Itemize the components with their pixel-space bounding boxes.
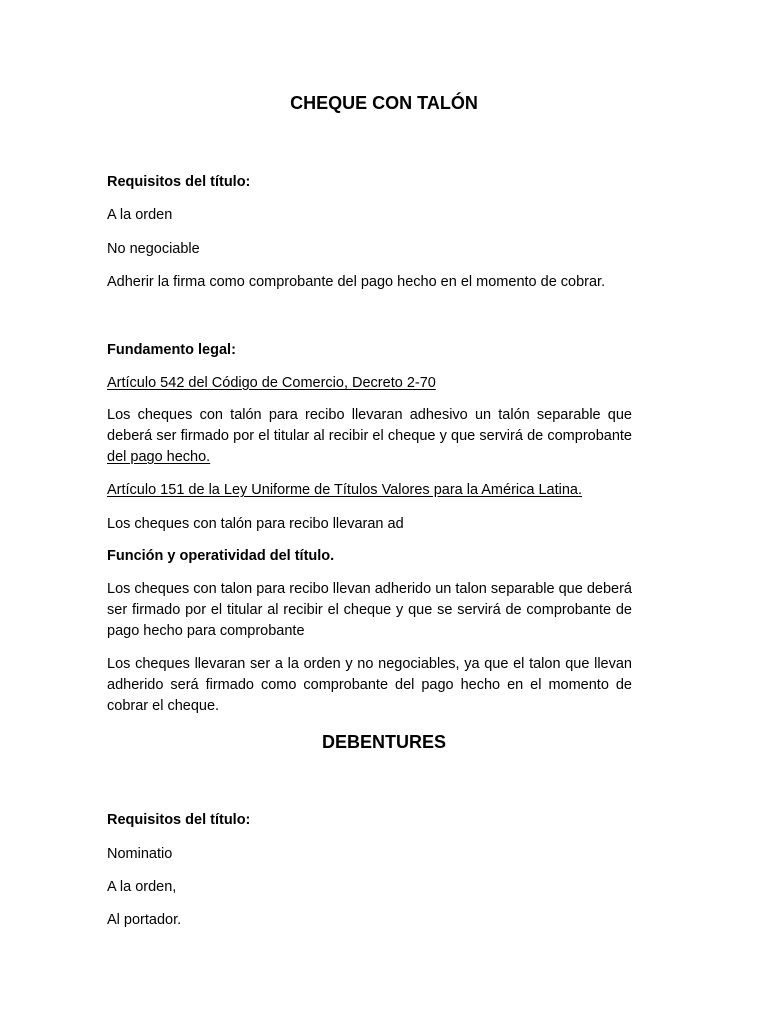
function-paragraph	[107, 579, 632, 642]
requirement-item: A la orden	[107, 207, 173, 223]
paragraph-line: deberá ser firmado por el titular al recibir el cheque y que servirá de comprobante	[107, 428, 632, 444]
paragraph-line: Los cheques con talón para recibo llevaran adhesivo un talón separable que	[107, 407, 632, 423]
article-paragraph: Los cheques con talón para recibo llevaran ad	[107, 516, 404, 532]
paragraph-line: ser firmado por el titular al recibir el cheque y que se servirá de comprobante de	[107, 602, 632, 618]
page-title: CHEQUE CON TALÓN	[290, 93, 478, 113]
function-heading: Función y operatividad del título.	[107, 548, 335, 564]
paragraph-line: del pago hecho.	[107, 449, 211, 465]
requirement-item: Al portador.	[107, 912, 182, 928]
article-reference: Artículo 151 de la Ley Uniforme de Títulos Valores para la América Latina.	[107, 482, 582, 498]
requirements-heading: Requisitos del título:	[107, 812, 251, 828]
paragraph-line: Los cheques con talon para recibo llevan adherido un talon separable que deberá	[107, 581, 632, 597]
article-paragraph	[107, 405, 632, 468]
paragraph-line: cobrar el cheque.	[107, 698, 220, 714]
paragraph-line: adherido será firmado como comprobante del pago hecho en el momento de	[107, 677, 632, 693]
requirement-item: No negociable	[107, 241, 200, 257]
legal-basis-heading: Fundamento legal:	[107, 342, 236, 358]
requirement-item: Adherir la firma como comprobante del pago hecho en el momento de cobrar.	[107, 274, 606, 290]
section-title: DEBENTURES	[321, 732, 446, 752]
paragraph-line: Los cheques llevaran ser a la orden y no negociables, ya que el talon que llevan	[107, 656, 632, 672]
paragraph-line: pago hecho para comprobante	[107, 623, 305, 639]
function-paragraph	[107, 654, 632, 717]
article-reference: Artículo 542 del Código de Comercio, Decreto 2-70	[107, 375, 436, 391]
requirement-item: A la orden,	[107, 879, 177, 895]
requirement-item: Nominatio	[107, 846, 173, 862]
requirements-heading: Requisitos del título:	[107, 174, 251, 190]
